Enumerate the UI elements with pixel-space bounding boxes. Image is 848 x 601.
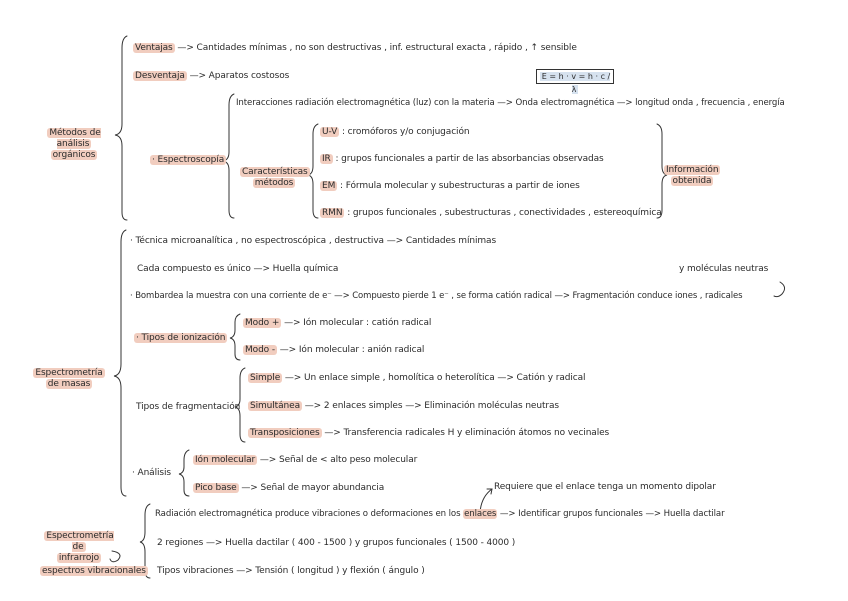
- modo-positivo-tag: Modo +: [245, 318, 280, 328]
- espectros-vibracionales: espectros vibracionales: [42, 566, 146, 576]
- fragmentacion-simultanea-tag: Simultánea: [250, 401, 300, 411]
- fragmentacion-transposiciones-text: —> Transferencia radicales H y eliminación átomos no vecinales: [324, 428, 610, 438]
- tipos-vibraciones-text: Tipos vibraciones —> Tensión ( longitud ) y flexión ( ángulo ): [157, 566, 425, 576]
- modo-positivo-text: —> Ión molecular : catión radical: [284, 318, 432, 328]
- informacion-line1: Información: [666, 165, 719, 175]
- infrarrojo-subtitle: [40, 566, 148, 577]
- metodo-ir-text: : grupos funcionales a partir de las absorbancias observadas: [335, 154, 604, 164]
- fragmentacion-simple-tag: Simple: [250, 373, 281, 383]
- bombardea-text: · Bombardea la muestra con una corriente de e⁻ —> Compuesto pierde 1 e⁻ , se forma catión radical —> Fragmentación conduce iones , radicales: [130, 291, 743, 301]
- tipos-fragmentacion-label: Tipos de fragmentación: [136, 402, 241, 412]
- caracteristicas-label: [240, 167, 308, 189]
- metodo-uv-row: [320, 127, 469, 138]
- energy-formula-box: [536, 69, 614, 94]
- fragmentacion-simple-row: [248, 373, 585, 384]
- requiere-momento-dipolar: Requiere que el enlace tenga un momento dipolar: [494, 482, 716, 492]
- ventajas-text: —> Cantidades mínimas , no son destructivas , inf. estructural exacta , rápido , ↑ sensible: [177, 43, 577, 53]
- caracteristicas-line1: Características: [242, 167, 308, 177]
- enlaces-highlight: enlaces: [464, 509, 497, 519]
- informacion-obtenida-label: [664, 165, 720, 187]
- radiacion-text-c: —> Identificar grupos funcionales —> Huella dactilar: [499, 509, 725, 519]
- metodo-em-text: : Fórmula molecular y subestructuras a partir de iones: [340, 181, 580, 191]
- pico-base-text: —> Señal de mayor abundancia: [241, 483, 385, 493]
- ventajas-row: [133, 43, 577, 54]
- ionizacion-modo-positivo-row: [243, 318, 431, 329]
- metodo-uv-tag: U-V: [322, 127, 338, 137]
- radiacion-row: [155, 509, 725, 520]
- ion-molecular-text: —> Señal de < alto peso molecular: [259, 455, 418, 465]
- ionizacion-modo-negativo-row: [243, 345, 424, 356]
- modo-negativo-tag: Modo -: [245, 345, 275, 355]
- tipos-ionizacion-text: · Tipos de ionización: [136, 333, 226, 343]
- espectroscopia-label: [150, 155, 226, 166]
- analisis-ion-molecular-row: [193, 455, 417, 466]
- analisis-pico-base-row: [193, 483, 384, 494]
- desventaja-text: —> Aparatos costosos: [189, 71, 290, 81]
- masas-title-line2: de masas: [47, 379, 91, 389]
- infrarrojo-title-line1: Espectrometría de: [46, 531, 114, 552]
- fragmentacion-transposiciones-row: [248, 428, 609, 439]
- caracteristicas-line2: métodos: [254, 178, 294, 188]
- metodo-ir-tag: IR: [322, 154, 331, 164]
- tipos-ionizacion-label: [134, 333, 227, 344]
- tecnica-text: · Técnica microanalítica , no espectroscópica , destructiva —> Cantidades mínimas: [130, 236, 497, 246]
- cada-compuesto-text: Cada compuesto es único —> Huella química: [137, 264, 339, 274]
- organicos-title-line2: orgánicos: [52, 150, 96, 160]
- radiacion-text-a: Radiación electromagnética produce vibraciones o deformaciones en los: [155, 509, 461, 519]
- modo-negativo-text: —> Ión molecular : anión radical: [279, 345, 425, 355]
- metodo-uv-text: : cromóforos y/o conjugación: [341, 127, 470, 137]
- metodo-em-tag: EM: [322, 181, 336, 191]
- ion-molecular-tag: Ión molecular: [195, 455, 256, 465]
- masas-title-line1: Espectrometría: [35, 368, 103, 378]
- fragmentacion-simple-text: —> Un enlace simple , homolítica o heterolítica —> Catión y radical: [284, 373, 586, 383]
- desventaja-label: Desventaja: [135, 71, 185, 81]
- informacion-line2: obtenida: [672, 176, 712, 186]
- pico-base-tag: Pico base: [195, 483, 237, 493]
- infrarrojo-title-line2: infrarrojo: [58, 553, 100, 563]
- regiones-text: 2 regiones —> Huella dactilar ( 400 - 1500 ) y grupos funcionales ( 1500 - 4000 ): [157, 538, 516, 548]
- organicos-title: [34, 128, 114, 161]
- metodo-rmn-tag: RMN: [322, 208, 343, 218]
- infrarrojo-title: [40, 531, 118, 564]
- masas-title: [30, 368, 108, 390]
- ventajas-label: Ventajas: [135, 43, 173, 53]
- metodo-rmn-row: [320, 208, 662, 219]
- energy-formula: E = h · v = h · c / λ: [541, 72, 611, 94]
- espectroscopia-text: · Espectroscopía: [152, 155, 225, 165]
- desventaja-row: [133, 71, 289, 82]
- fragmentacion-transposiciones-tag: Transposiciones: [250, 428, 320, 438]
- moleculas-neutras-text: y moléculas neutras: [679, 264, 769, 274]
- fragmentacion-simultanea-row: [248, 401, 559, 412]
- metodo-em-row: [320, 181, 580, 192]
- fragmentacion-simultanea-text: —> 2 enlaces simples —> Eliminación moléculas neutras: [304, 401, 560, 411]
- organicos-title-line1: Métodos de análisis: [49, 128, 101, 149]
- analisis-label: · Análisis: [132, 468, 171, 478]
- metodo-ir-row: [320, 154, 604, 165]
- metodo-rmn-text: : grupos funcionales , subestructuras , conectividades , estereoquímica: [347, 208, 662, 218]
- interacciones-text: Interacciones radiación electromagnética (luz) con la materia —> Onda electromagnética —> longitud onda , frecuencia , energía: [236, 98, 785, 108]
